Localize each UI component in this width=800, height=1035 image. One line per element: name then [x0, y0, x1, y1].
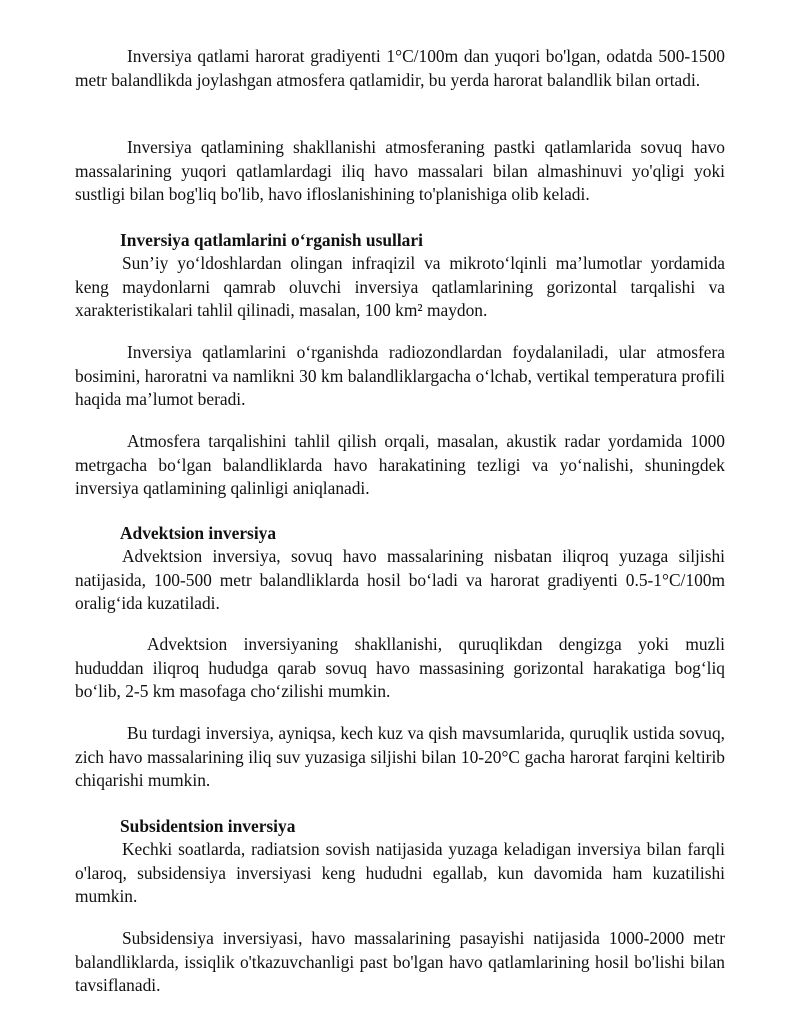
paragraph-subsidence-comparison: Kechki soatlarda, radiatsion sovish natijasida yuzaga keladigan inversiya bilan farqli o'laroq, subsidensiya inversiyasi keng hududni egallab, kun davomida ham kuzatilishi mumkin. — [75, 839, 725, 906]
paragraph-advection-seasonal: Bu turdagi inversiya, ayniqsa, kech kuz va qish mavsumlarida, quruqlik ustida sovuq, zich havo massalarining iliq suv yuzasiga siljishi bilan 10-20°C gacha harorat farqini keltirib chiqarishi mumkin. — [75, 723, 725, 790]
paragraph-advection-formation: Advektsion inversiyaning shakllanishi, quruqlikdan dengizga yoki muzli hududdan iliqroq hududga qarab sovuq havo massasining gorizontal harakatiga bog‘liq bo‘lib, 2-5 km masofaga cho‘zilishi mumkin. — [75, 634, 725, 701]
heading-advection-inversion: Advektsion inversiya — [120, 523, 277, 543]
heading-study-methods: Inversiya qatlamlarini o‘rganish usullari — [120, 230, 423, 250]
paragraph-acoustic-radar: Atmosfera tarqalishini tahlil qilish orqali, masalan, akustik radar yordamida 1000 metrgacha bo‘lgan balandliklarda havo harakatining tezligi va yo‘nalishi, shuningdek inversiya qatlamining qalinligi aniqlanadi. — [75, 431, 725, 498]
paragraph-inversion-definition: Inversiya qatlami harorat gradiyenti 1°C/100m dan yuqori bo'lgan, odatda 500-1500 metr balandlikda joylashgan atmosfera qatlamidir, bu yerda harorat balandlik bilan ortadi. — [75, 46, 725, 90]
paragraph-subsidence-description: Subsidensiya inversiyasi, havo massalarining pasayishi natijasida 1000-2000 metr balandliklarda, issiqlik o'tkazuvchanligi past bo'lgan havo qatlamlarining hosil bo'lishi bilan tavsiflanadi. — [75, 928, 725, 995]
heading-subsidence-inversion: Subsidentsion inversiya — [120, 816, 296, 836]
paragraph-radiosonde: Inversiya qatlamlarini o‘rganishda radiozondlardan foydalaniladi, ular atmosfera bosimini, haroratni va namlikni 30 km balandliklargacha o‘lchab, vertikal temperatura profili haqida ma’lumot beradi. — [75, 342, 725, 409]
paragraph-advection-definition: Advektsion inversiya, sovuq havo massalarining nisbatan iliqroq yuzaga siljishi natijasida, 100-500 metr balandliklarda hosil bo‘ladi va harorat gradiyenti 0.5-1°C/100m oralig‘ida kuzatiladi. — [75, 546, 725, 613]
paragraph-inversion-formation: Inversiya qatlamining shakllanishi atmosferaning pastki qatlamlarida sovuq havo massalarining yuqori qatlamlardagi iliq havo massalari bilan almashinuvi yo'qligi yoki sustligi bilan bog'liq bo'lib, havo ifloslanishining to'planishiga olib keladi. — [75, 137, 725, 204]
paragraph-satellite-data: Sun’iy yo‘ldoshlardan olingan infraqizil va mikroto‘lqinli ma’lumotlar yordamida keng maydonlarni qamrab oluvchi inversiya qatlamlarining gorizontal tarqalishi va xarakteristikalari tahlil qilinadi, masalan, 100 km² maydon. — [75, 253, 725, 320]
